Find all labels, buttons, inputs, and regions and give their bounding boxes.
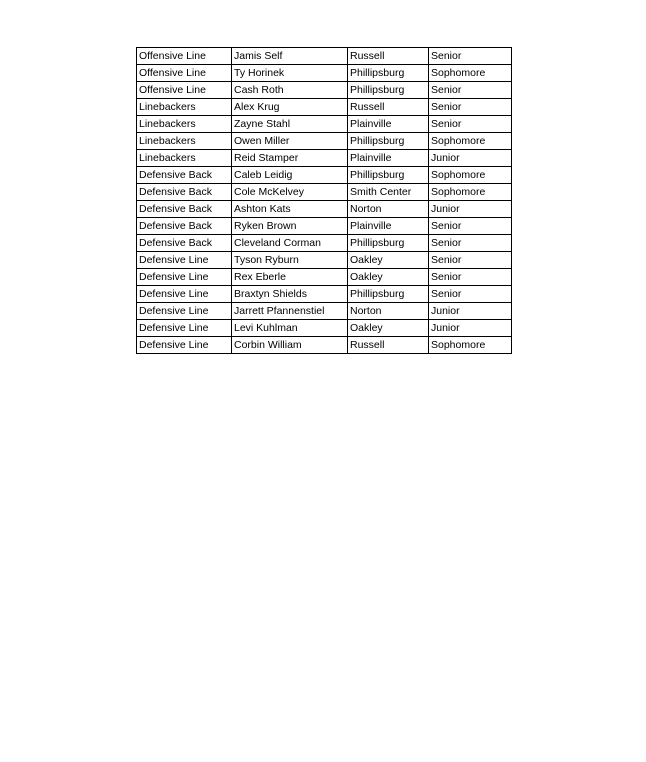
- roster-table-body: [137, 48, 512, 354]
- player-name-cell: Owen Miller: [232, 133, 348, 150]
- school-cell: Oakley: [348, 269, 429, 286]
- class-year-cell: Sophomore: [429, 167, 512, 184]
- player-name-cell: Rex Eberle: [232, 269, 348, 286]
- class-year-cell: Senior: [429, 235, 512, 252]
- school-cell: Phillipsburg: [348, 286, 429, 303]
- player-name-cell: Cleveland Corman: [232, 235, 348, 252]
- table-row: [137, 286, 512, 303]
- table-row: [137, 337, 512, 354]
- position-cell: Offensive Line: [137, 48, 232, 65]
- table-row: [137, 150, 512, 167]
- roster-table: [136, 47, 512, 354]
- class-year-cell: Sophomore: [429, 133, 512, 150]
- table-row: [137, 133, 512, 150]
- position-cell: Defensive Back: [137, 184, 232, 201]
- player-name-cell: Levi Kuhlman: [232, 320, 348, 337]
- school-cell: Phillipsburg: [348, 65, 429, 82]
- position-cell: Defensive Line: [137, 286, 232, 303]
- class-year-cell: Sophomore: [429, 184, 512, 201]
- table-row: [137, 303, 512, 320]
- school-cell: Norton: [348, 201, 429, 218]
- school-cell: Plainville: [348, 150, 429, 167]
- school-cell: Oakley: [348, 320, 429, 337]
- player-name-cell: Reid Stamper: [232, 150, 348, 167]
- player-name-cell: Zayne Stahl: [232, 116, 348, 133]
- class-year-cell: Senior: [429, 252, 512, 269]
- position-cell: Defensive Back: [137, 201, 232, 218]
- player-name-cell: Jamis Self: [232, 48, 348, 65]
- table-row: [137, 235, 512, 252]
- position-cell: Defensive Back: [137, 218, 232, 235]
- position-cell: Linebackers: [137, 116, 232, 133]
- player-name-cell: Corbin William: [232, 337, 348, 354]
- school-cell: Plainville: [348, 116, 429, 133]
- position-cell: Defensive Line: [137, 303, 232, 320]
- school-cell: Russell: [348, 99, 429, 116]
- player-name-cell: Jarrett Pfannenstiel: [232, 303, 348, 320]
- table-row: [137, 116, 512, 133]
- position-cell: Linebackers: [137, 99, 232, 116]
- table-row: [137, 99, 512, 116]
- class-year-cell: Sophomore: [429, 337, 512, 354]
- class-year-cell: Senior: [429, 99, 512, 116]
- class-year-cell: Junior: [429, 320, 512, 337]
- position-cell: Defensive Line: [137, 269, 232, 286]
- class-year-cell: Junior: [429, 150, 512, 167]
- table-row: [137, 184, 512, 201]
- class-year-cell: Senior: [429, 286, 512, 303]
- table-row: [137, 82, 512, 99]
- class-year-cell: Senior: [429, 48, 512, 65]
- player-name-cell: Cash Roth: [232, 82, 348, 99]
- school-cell: Phillipsburg: [348, 167, 429, 184]
- school-cell: Phillipsburg: [348, 235, 429, 252]
- table-row: [137, 167, 512, 184]
- class-year-cell: Senior: [429, 269, 512, 286]
- school-cell: Russell: [348, 48, 429, 65]
- table-row: [137, 48, 512, 65]
- class-year-cell: Sophomore: [429, 65, 512, 82]
- table-row: [137, 65, 512, 82]
- table-row: [137, 218, 512, 235]
- school-cell: Plainville: [348, 218, 429, 235]
- class-year-cell: Junior: [429, 201, 512, 218]
- position-cell: Offensive Line: [137, 82, 232, 99]
- position-cell: Defensive Line: [137, 252, 232, 269]
- class-year-cell: Senior: [429, 116, 512, 133]
- player-name-cell: Ashton Kats: [232, 201, 348, 218]
- class-year-cell: Junior: [429, 303, 512, 320]
- school-cell: Russell: [348, 337, 429, 354]
- table-row: [137, 252, 512, 269]
- position-cell: Defensive Back: [137, 235, 232, 252]
- player-name-cell: Ty Horinek: [232, 65, 348, 82]
- school-cell: Phillipsburg: [348, 133, 429, 150]
- school-cell: Smith Center: [348, 184, 429, 201]
- position-cell: Defensive Line: [137, 337, 232, 354]
- player-name-cell: Ryken Brown: [232, 218, 348, 235]
- position-cell: Defensive Back: [137, 167, 232, 184]
- position-cell: Linebackers: [137, 133, 232, 150]
- class-year-cell: Senior: [429, 82, 512, 99]
- player-name-cell: Tyson Ryburn: [232, 252, 348, 269]
- player-name-cell: Cole McKelvey: [232, 184, 348, 201]
- player-name-cell: Braxtyn Shields: [232, 286, 348, 303]
- class-year-cell: Senior: [429, 218, 512, 235]
- school-cell: Norton: [348, 303, 429, 320]
- school-cell: Phillipsburg: [348, 82, 429, 99]
- school-cell: Oakley: [348, 252, 429, 269]
- table-row: [137, 320, 512, 337]
- table-row: [137, 269, 512, 286]
- position-cell: Offensive Line: [137, 65, 232, 82]
- table-row: [137, 201, 512, 218]
- player-name-cell: Alex Krug: [232, 99, 348, 116]
- position-cell: Linebackers: [137, 150, 232, 167]
- position-cell: Defensive Line: [137, 320, 232, 337]
- player-name-cell: Caleb Leidig: [232, 167, 348, 184]
